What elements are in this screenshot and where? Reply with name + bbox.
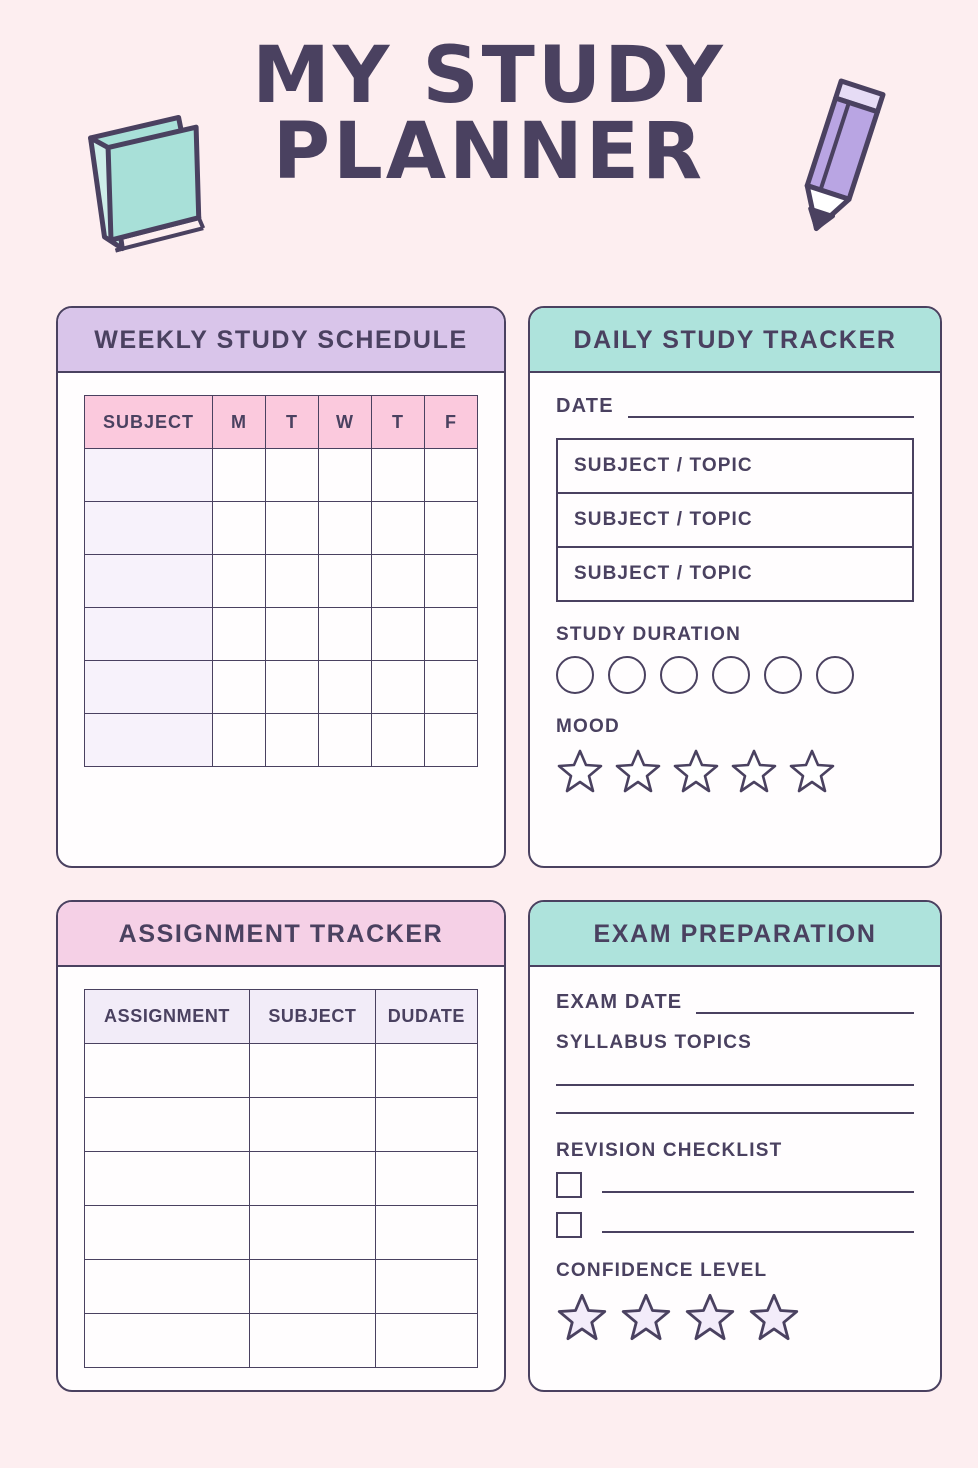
column-header-subject: SUBJECT <box>250 990 376 1044</box>
date-label: DATE <box>556 395 614 417</box>
syllabus-topic-line[interactable] <box>556 1064 914 1086</box>
confidence-level-label: CONFIDENCE LEVEL <box>556 1260 768 1281</box>
cell-f[interactable] <box>425 502 478 555</box>
cell-subject[interactable] <box>250 1260 376 1314</box>
cell-subject[interactable] <box>250 1206 376 1260</box>
syllabus-topics-label: SYLLABUS TOPICS <box>556 1032 753 1053</box>
star-icon[interactable] <box>748 1292 800 1342</box>
assignment-table[interactable] <box>84 989 478 1368</box>
weekly-schedule-title: WEEKLY STUDY SCHEDULE <box>58 308 504 373</box>
cell-subject[interactable] <box>250 1314 376 1368</box>
cell-f[interactable] <box>425 661 478 714</box>
exam-date-label: EXAM DATE <box>556 991 683 1013</box>
cell-t2[interactable] <box>372 608 425 661</box>
cell-m[interactable] <box>213 661 266 714</box>
cell-assignment[interactable] <box>85 1206 250 1260</box>
page-header <box>0 0 978 290</box>
cell-due-date[interactable] <box>375 1314 477 1368</box>
cell-due-date[interactable] <box>375 1260 477 1314</box>
table-header-row <box>85 396 478 449</box>
cell-subject[interactable] <box>85 608 213 661</box>
column-header-friday: F <box>425 396 478 449</box>
subject-topic-row-2[interactable]: SUBJECT / TOPIC <box>558 494 912 548</box>
cell-due-date[interactable] <box>375 1206 477 1260</box>
cell-subject[interactable] <box>250 1044 376 1098</box>
cell-m[interactable] <box>213 714 266 767</box>
cell-m[interactable] <box>213 555 266 608</box>
assignment-tracker-body <box>58 967 504 1390</box>
cell-t2[interactable] <box>372 555 425 608</box>
cell-assignment[interactable] <box>85 1044 250 1098</box>
date-field-row[interactable] <box>556 395 914 418</box>
subject-topic-row-3[interactable]: SUBJECT / TOPIC <box>574 563 753 584</box>
revision-item-line[interactable] <box>602 1177 914 1193</box>
cell-due-date[interactable] <box>375 1098 477 1152</box>
cell-subject[interactable] <box>85 555 213 608</box>
page-title-line2: PLANNER <box>272 107 706 198</box>
syllabus-topic-line[interactable] <box>556 1092 914 1114</box>
cell-f[interactable] <box>425 608 478 661</box>
cell-t1[interactable] <box>266 449 319 502</box>
subject-topic-box <box>556 438 914 602</box>
cell-subject[interactable] <box>85 661 213 714</box>
pencil-icon <box>768 72 908 252</box>
cell-t1[interactable] <box>266 661 319 714</box>
column-header-wednesday: W <box>319 396 372 449</box>
cell-subject[interactable] <box>250 1152 376 1206</box>
table-row[interactable] <box>85 502 478 555</box>
mood-star-rating <box>556 748 914 794</box>
cell-assignment[interactable] <box>85 1314 250 1368</box>
weekly-schedule-body <box>58 373 504 789</box>
assignment-tracker-title: ASSIGNMENT TRACKER <box>58 902 504 967</box>
cell-w[interactable] <box>319 661 372 714</box>
revision-item-line[interactable] <box>602 1217 914 1233</box>
duration-circle[interactable] <box>556 656 594 694</box>
star-icon[interactable] <box>620 1292 672 1342</box>
table-header-row <box>85 990 478 1044</box>
revision-checklist-item[interactable] <box>556 1172 914 1198</box>
star-icon[interactable] <box>730 748 778 794</box>
exam-preparation-body <box>530 967 940 1366</box>
cell-assignment[interactable] <box>85 1260 250 1314</box>
mood-label: MOOD <box>556 716 620 737</box>
table-row[interactable] <box>85 714 478 767</box>
cell-t1[interactable] <box>266 502 319 555</box>
revision-checklist-label: REVISION CHECKLIST <box>556 1140 783 1161</box>
duration-circle[interactable] <box>764 656 802 694</box>
study-duration-label: STUDY DURATION <box>556 624 741 645</box>
column-header-monday: M <box>213 396 266 449</box>
table-row[interactable] <box>85 1206 478 1260</box>
duration-circle[interactable] <box>712 656 750 694</box>
cell-t2[interactable] <box>372 714 425 767</box>
table-row[interactable] <box>85 555 478 608</box>
card-weekly-study-schedule <box>56 306 506 868</box>
cell-m[interactable] <box>213 608 266 661</box>
card-assignment-tracker <box>56 900 506 1392</box>
column-header-tuesday: T <box>266 396 319 449</box>
cell-t2[interactable] <box>372 502 425 555</box>
table-row[interactable] <box>85 1098 478 1152</box>
cell-t2[interactable] <box>372 449 425 502</box>
card-daily-study-tracker <box>528 306 942 868</box>
cell-t2[interactable] <box>372 661 425 714</box>
column-header-subject: SUBJECT <box>85 396 213 449</box>
star-icon[interactable] <box>614 748 662 794</box>
exam-date-input-line[interactable] <box>696 996 914 1014</box>
cell-w[interactable] <box>319 502 372 555</box>
cell-m[interactable] <box>213 502 266 555</box>
duration-circle[interactable] <box>660 656 698 694</box>
cell-t1[interactable] <box>266 555 319 608</box>
revision-checklist-item[interactable] <box>556 1212 914 1238</box>
column-header-thursday: T <box>372 396 425 449</box>
cell-f[interactable] <box>425 449 478 502</box>
duration-circle[interactable] <box>608 656 646 694</box>
cell-w[interactable] <box>319 608 372 661</box>
cell-due-date[interactable] <box>375 1044 477 1098</box>
table-row[interactable] <box>85 1260 478 1314</box>
cell-subject[interactable] <box>85 714 213 767</box>
weekly-schedule-table[interactable] <box>84 395 478 767</box>
table-row[interactable] <box>85 1152 478 1206</box>
duration-circle[interactable] <box>816 656 854 694</box>
date-input-line[interactable] <box>628 398 914 418</box>
cell-f[interactable] <box>425 555 478 608</box>
confidence-star-rating <box>556 1292 914 1342</box>
daily-tracker-title: DAILY STUDY TRACKER <box>530 308 940 373</box>
planner-grid <box>56 306 942 1392</box>
star-icon[interactable] <box>684 1292 736 1342</box>
cell-assignment[interactable] <box>85 1152 250 1206</box>
star-icon[interactable] <box>556 1292 608 1342</box>
checkbox-icon[interactable] <box>556 1172 582 1198</box>
star-icon[interactable] <box>556 748 604 794</box>
cell-t1[interactable] <box>266 714 319 767</box>
card-exam-preparation <box>528 900 942 1392</box>
cell-assignment[interactable] <box>85 1098 250 1152</box>
column-header-assignment: ASSIGNMENT <box>85 990 250 1044</box>
star-icon[interactable] <box>788 748 836 794</box>
cell-subject[interactable] <box>85 502 213 555</box>
cell-t1[interactable] <box>266 608 319 661</box>
column-header-due-date: DUDATE <box>375 990 477 1044</box>
exam-date-row[interactable] <box>556 991 914 1014</box>
cell-w[interactable] <box>319 714 372 767</box>
page-title-line1: MY STUDY <box>252 31 726 121</box>
table-row[interactable] <box>85 449 478 502</box>
cell-subject[interactable] <box>85 449 213 502</box>
cell-w[interactable] <box>319 449 372 502</box>
table-row[interactable] <box>85 1314 478 1368</box>
cell-due-date[interactable] <box>375 1152 477 1206</box>
table-row[interactable] <box>85 1044 478 1098</box>
table-row[interactable] <box>85 608 478 661</box>
cell-f[interactable] <box>425 714 478 767</box>
cell-m[interactable] <box>213 449 266 502</box>
exam-preparation-title: EXAM PREPARATION <box>530 902 940 967</box>
daily-tracker-body <box>530 373 940 816</box>
star-icon[interactable] <box>672 748 720 794</box>
subject-topic-row-1[interactable]: SUBJECT / TOPIC <box>558 440 912 494</box>
table-row[interactable] <box>85 661 478 714</box>
cell-w[interactable] <box>319 555 372 608</box>
checkbox-icon[interactable] <box>556 1212 582 1238</box>
study-duration-circles <box>556 656 914 694</box>
cell-subject[interactable] <box>250 1098 376 1152</box>
